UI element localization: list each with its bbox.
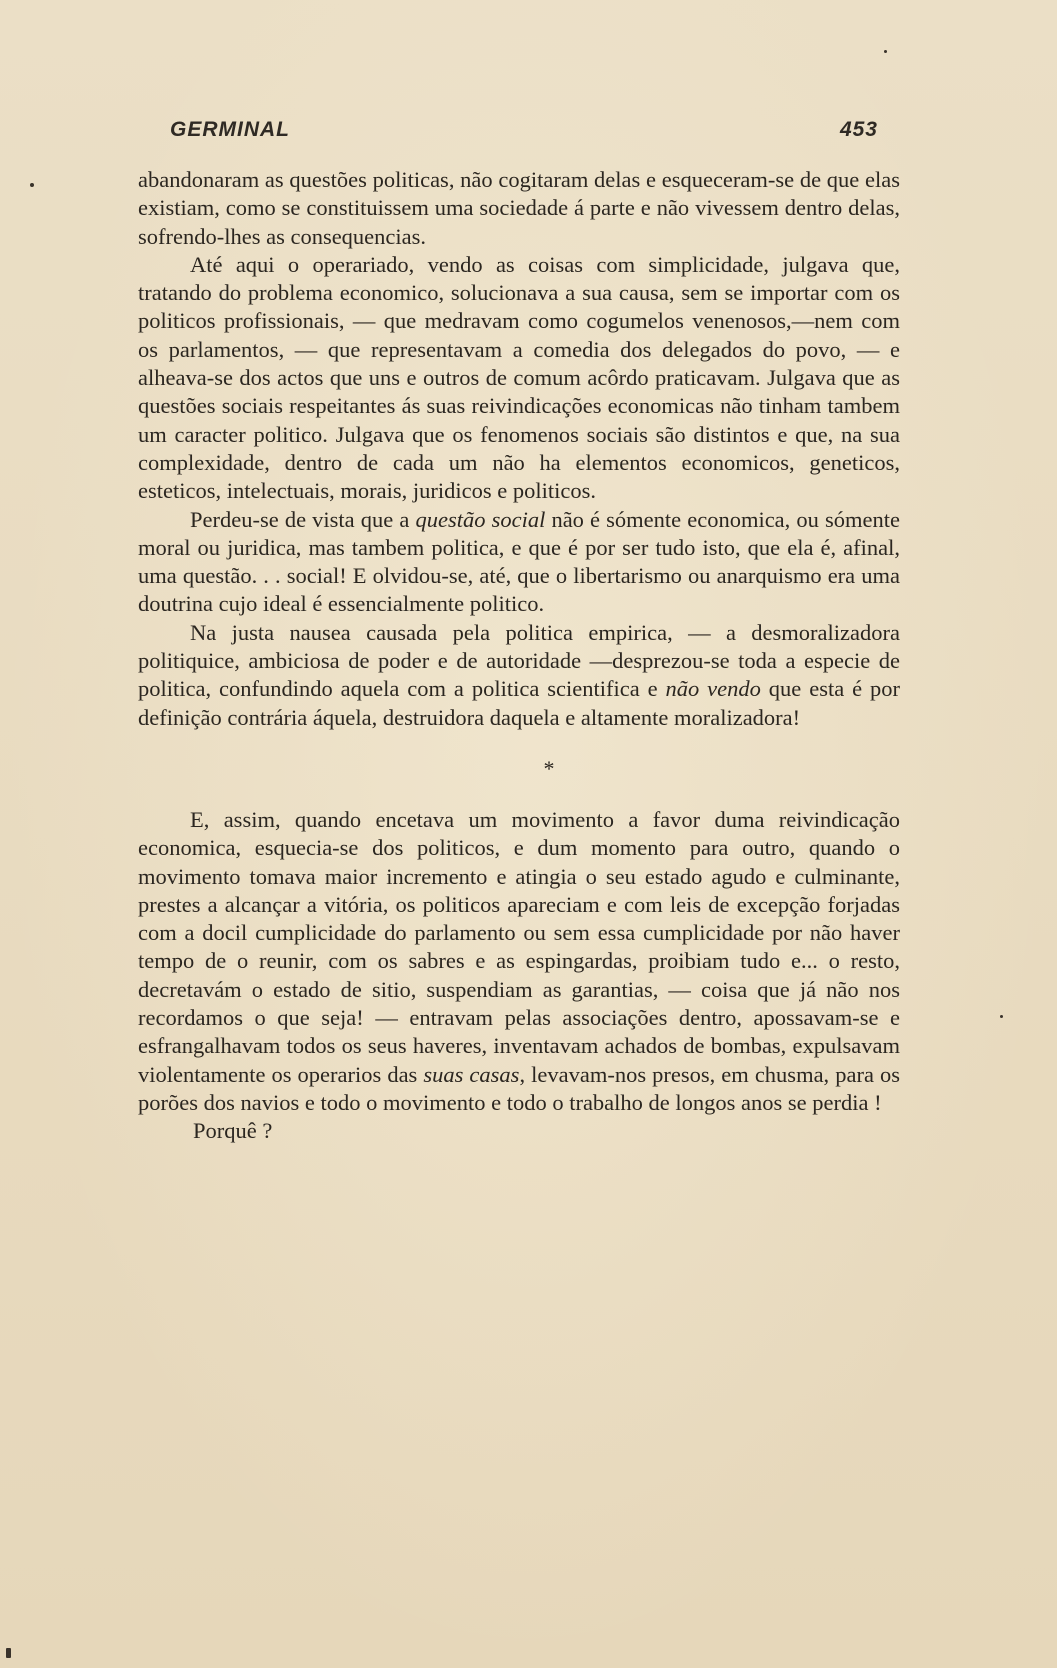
article-body [138, 166, 900, 1146]
paragraph-5-italic: suas casas [423, 1061, 520, 1087]
paragraph-4 [138, 619, 900, 732]
paper-speck [884, 50, 887, 53]
paragraph-5-text-b: , levavam-nos presos, em chusma, para os porões dos navios e todo o movimento e todo o trabalho de longos anos se perdia ! [138, 1061, 900, 1115]
paragraph-1: abandonaram as questões politicas, não cogitaram delas e esqueceram-se de que elas existiam, como se constituissem uma sociedade á parte e não vivessem dentro delas, sofrendo-lhes as consequencias. [138, 167, 900, 249]
section-separator: * [543, 755, 555, 781]
page-number: 453 [839, 118, 878, 141]
paragraph-4-text-a: Na justa nausea causada pela politica empirica, — a desmoralizadora politiquice, ambiciosa de poder e de autoridade —desprezou-se toda a especie de politica, confundindo aquela com a politica scientifica e [138, 619, 900, 702]
paragraph-2: Até aqui o operariado, vendo as coisas com simplicidade, julgava que, tratando do problema economico, solucionava a sua causa, sem se importar com os politicos profissionais, — que medravam como cogumelos venenosos,—nem com os parlamentos, — que representavam a comedia dos delegados do povo, — e alheava-se dos actos que uns e outros de comum acôrdo praticavam. Julgava que as questões sociais respeitantes ás suas reivindicações economicas não tinham tambem um caracter politico. Julgava que os fenomenos sociais são distintos e que, na sua complexidade, dentro de cada um não ha elementos economicos, geneticos, esteticos, intelectuais, morais, juridicos e politicos. [138, 251, 900, 504]
running-header [170, 118, 878, 152]
paragraph-3-text-a: Perdeu-se de vista que a [190, 506, 416, 532]
paragraph-5 [138, 806, 900, 1117]
paper-speck [30, 183, 34, 187]
closing-question: Porquê ? [193, 1118, 273, 1144]
paper-speck [6, 1648, 11, 1658]
paragraph-4-text-b: que esta é por definição contrária áquela, destruidora daquela e altamente moralizadora! [138, 676, 900, 730]
paragraph-3 [138, 506, 900, 619]
paragraph-4-italic: não vendo [665, 676, 761, 702]
paragraph-5-text-a: E, assim, quando encetava um movimento a favor duma reivindicação economica, esquecia-se dos politicos, e dum momento para outro, quando o movimento tomava maior incremento e atingia o seu estado agudo e culminante, prestes a alcançar a vitória, os politicos apareciam e com leis de excepção forjadas com a docil cumplicidade do parlamento ou sem essa cumplicidade por não haver tempo de o reunir, com os sabres e as espingardas, proibiam tudo e... o resto, decretavám o estado de sitio, suspendiam as garantias, — coisa que já não nos recordamos o que seja! — entravam pelas associações dentro, apossavam-se e esfrangalhavam todos os seus haveres, inventavam achados de bombas, expulsavam violentamente os operarios das [138, 806, 900, 1087]
paragraph-3-text-b: não é sómente economica, ou sómente moral ou juridica, mas tambem politica, e que é por ser tudo isto, que ela é, afinal, uma questão. . . social! E olvidou-se, até, que o libertarismo ou anarquismo era uma doutrina cujo ideal é essencialmente politico. [138, 506, 900, 617]
journal-title: GERMINAL [170, 118, 290, 141]
paragraph-3-italic: questão social [415, 506, 546, 532]
paper-speck [1000, 1015, 1003, 1018]
